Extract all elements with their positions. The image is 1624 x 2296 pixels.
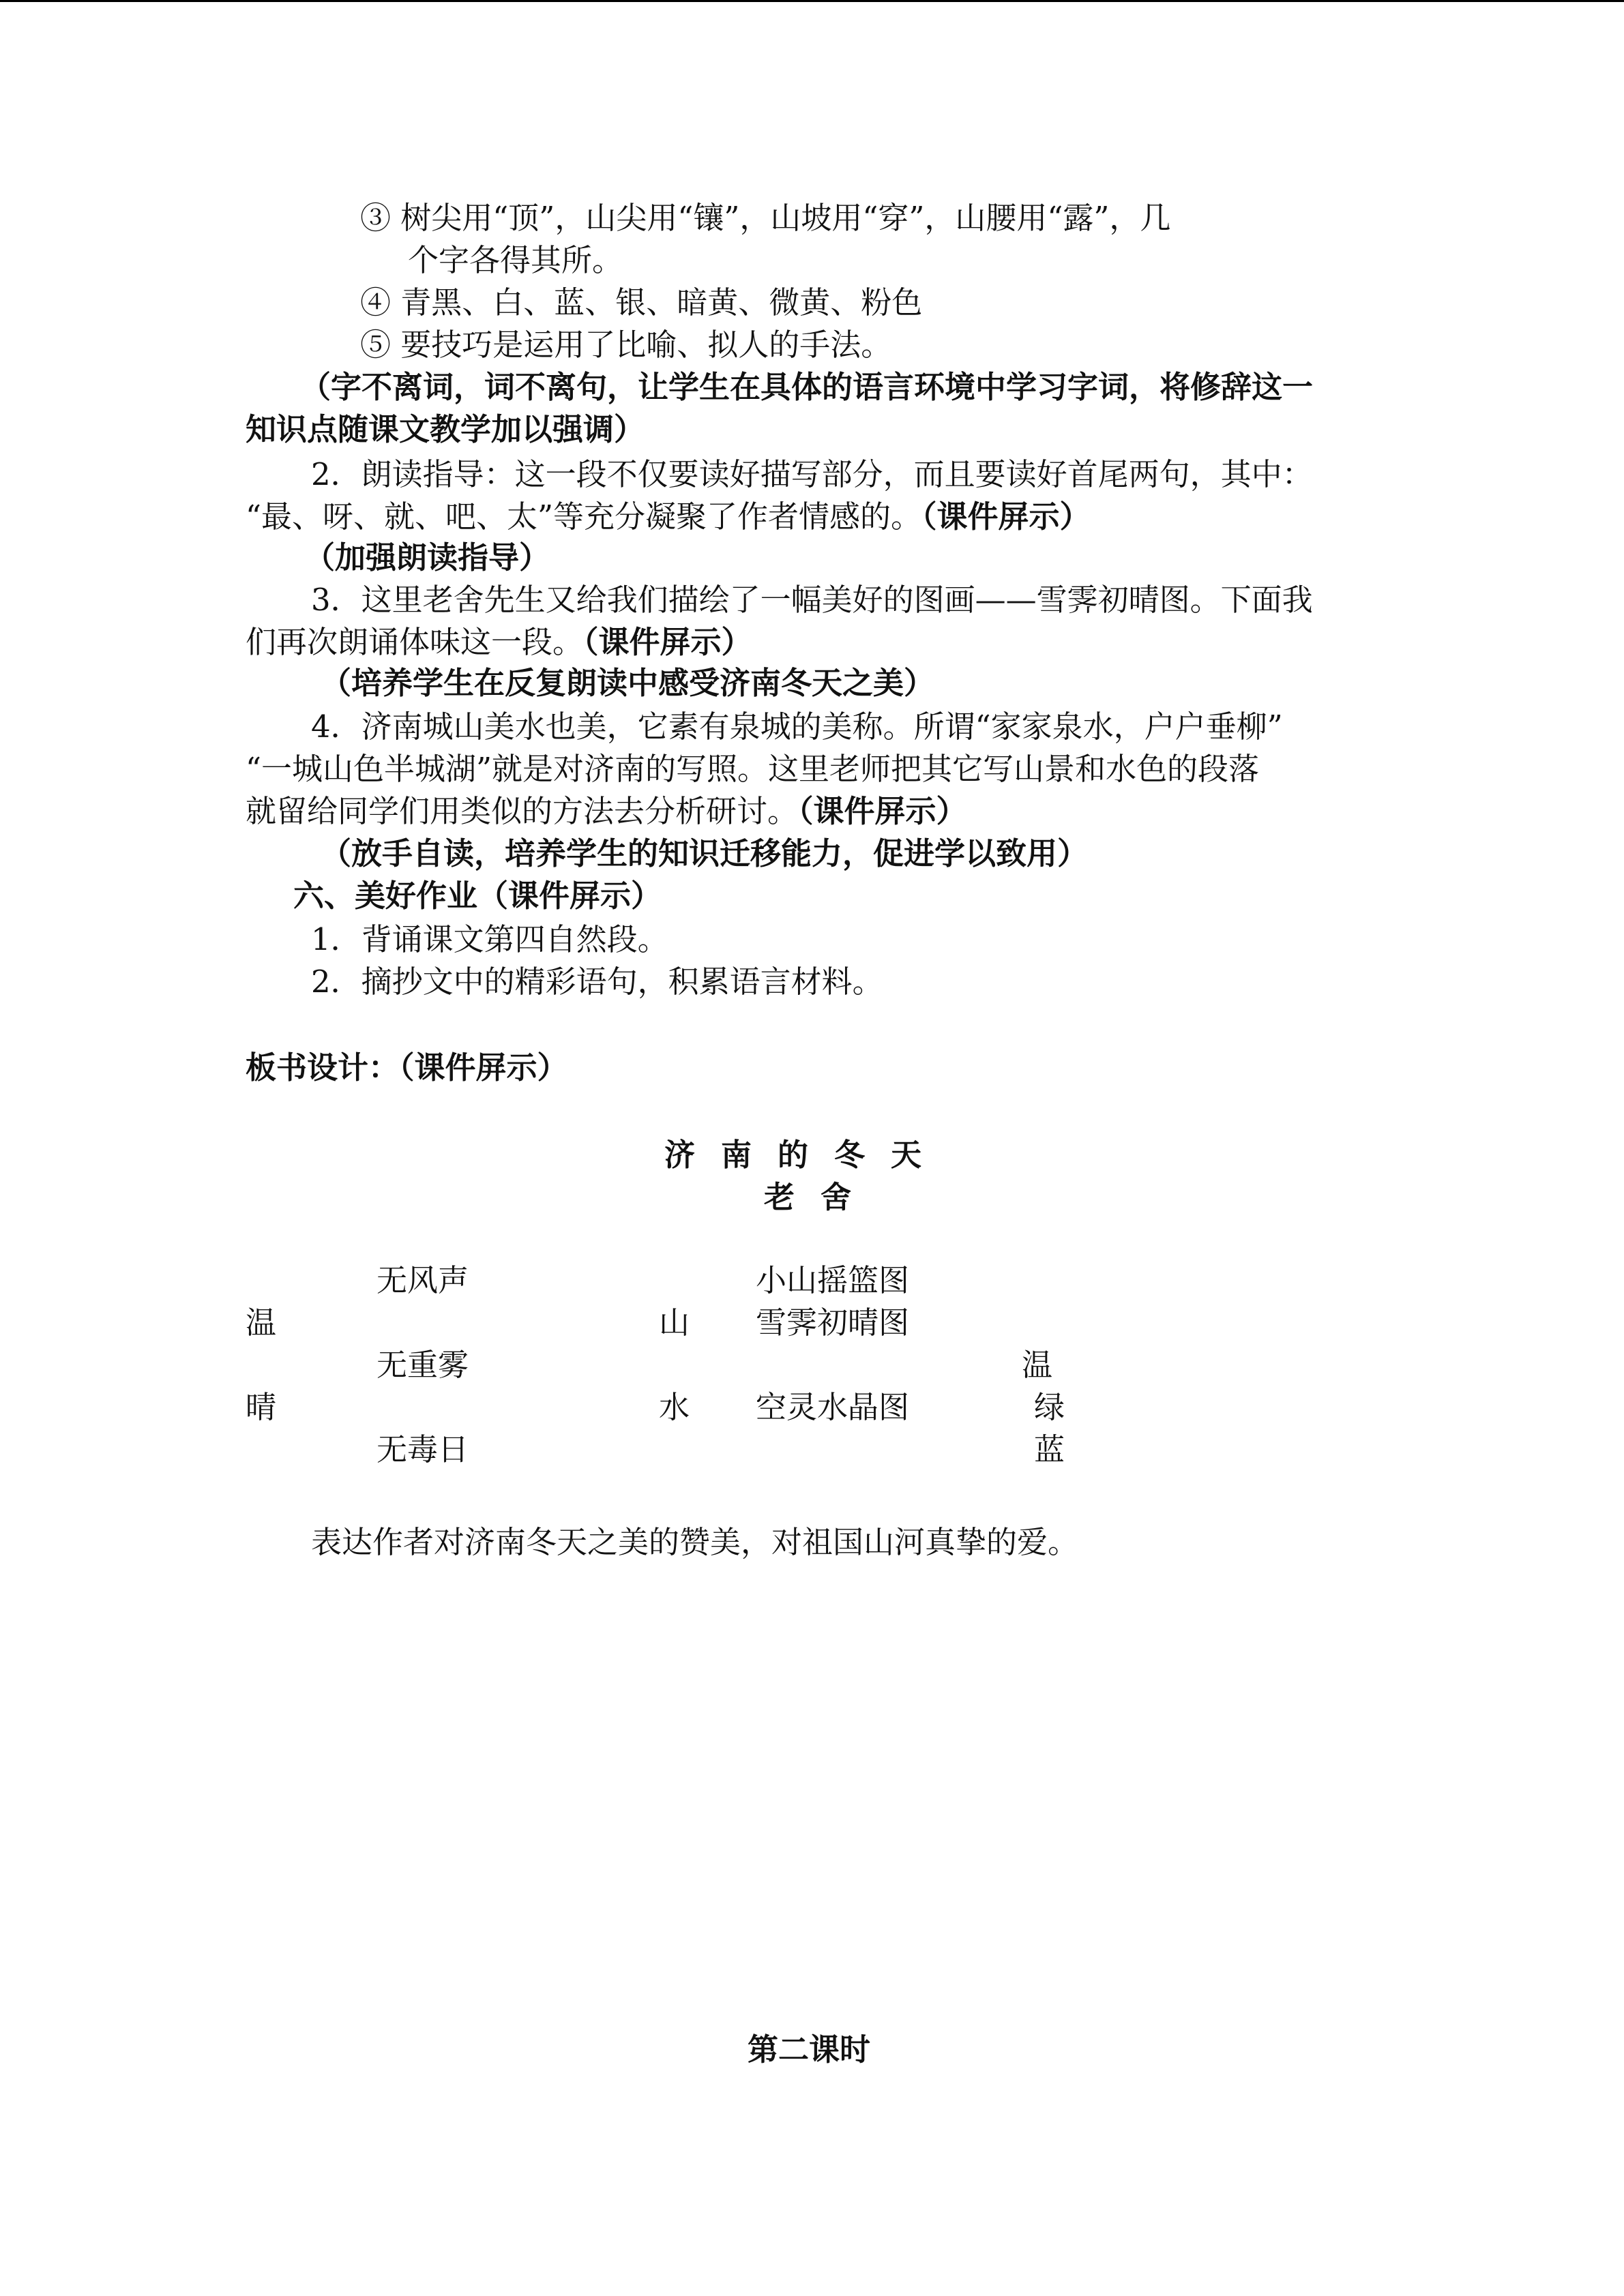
board-left-item: 无重雾: [377, 1347, 469, 1383]
text-line: 3．这里老舍先生又给我们描绘了一幅美好的图画——雪霁初晴图。下面我: [311, 582, 1313, 618]
board-picture: 小山摇篮图: [756, 1262, 910, 1298]
text-line: 2．朗读指导：这一段不仅要读好描写部分，而且要读好首尾两句，其中：: [311, 456, 1313, 492]
text-line-bold: 知识点随课文教学加以强调）: [246, 411, 645, 447]
board-left-item: 无风声: [377, 1262, 469, 1298]
text-line: ④ 青黑、白、蓝、银、暗黄、微黄、粉色: [360, 284, 923, 320]
text-segment-bold: （课件屏示）: [921, 498, 1091, 535]
board-picture: 空灵水晶图: [756, 1389, 910, 1425]
text-line: 2．摘抄文中的精彩语句，积累语言材料。: [311, 964, 883, 1000]
board-color: 温: [1022, 1347, 1053, 1383]
board-design-heading: 板书设计：（课件屏示）: [246, 1049, 568, 1086]
text-line-bold: （放手自读，培养学生的知识迁移能力，促进学以致用）: [321, 835, 1089, 871]
text-line-bold: （加强朗读指导）: [304, 539, 550, 576]
summary-line: 表达作者对济南冬天之美的赞美，对祖国山河真挚的爱。: [311, 1524, 1079, 1560]
board-left-item: 无毒日: [377, 1431, 469, 1467]
text-line: 个字各得其所。: [408, 242, 623, 278]
board-color: 绿: [1034, 1389, 1065, 1425]
second-lesson-heading: 第二课时: [748, 2031, 871, 2068]
board-title: 济南的冬天: [664, 1137, 948, 1173]
section-heading: 六、美好作业（课件屏示）: [293, 878, 662, 914]
text-line: 1．背诵课文第四自然段。: [311, 921, 668, 957]
text-segment: 就留给同学们用类似的方法去分析研讨。: [246, 793, 799, 829]
text-line: ③ 树尖用“顶”，山尖用“镶”，山坡用“穿”，山腰用“露”，几: [360, 200, 1171, 236]
text-line: ⑤ 要技巧是运用了比喻、拟人的手法。: [360, 327, 892, 363]
text-segment-bold: （课件屏示）: [798, 793, 967, 829]
text-segment: 们再次朗诵体味这一段。: [246, 624, 584, 660]
board-shui: 水: [659, 1389, 690, 1425]
board-wen: 温: [246, 1304, 277, 1341]
text-line: 4．济南城山美水也美，它素有泉城的美称。所谓“家家泉水，户户垂柳”: [311, 709, 1283, 745]
board-shan: 山: [659, 1304, 690, 1341]
text-line-bold: （字不离词，词不离句，让学生在具体的语言环境中学习字词，将修辞这一: [300, 369, 1314, 405]
top-border: [0, 0, 1624, 2]
text-segment: “最、呀、就、吧、太”等充分凝聚了作者情感的。: [246, 498, 922, 535]
text-line: “一城山色半城湖”就是对济南的写照。这里老师把其它写山景和水色的段落: [246, 751, 1260, 787]
text-line: [246, 496, 1091, 537]
text-line-bold: （培养学生在反复朗读中感受济南冬天之美）: [321, 665, 935, 701]
text-segment-bold: （课件屏示）: [583, 624, 752, 660]
board-author: 老舍: [764, 1179, 878, 1215]
board-color: 蓝: [1034, 1431, 1065, 1467]
board-picture: 雪霁初晴图: [756, 1304, 910, 1341]
text-line: [246, 622, 752, 663]
text-line: [246, 791, 967, 832]
board-qing: 晴: [246, 1389, 277, 1425]
